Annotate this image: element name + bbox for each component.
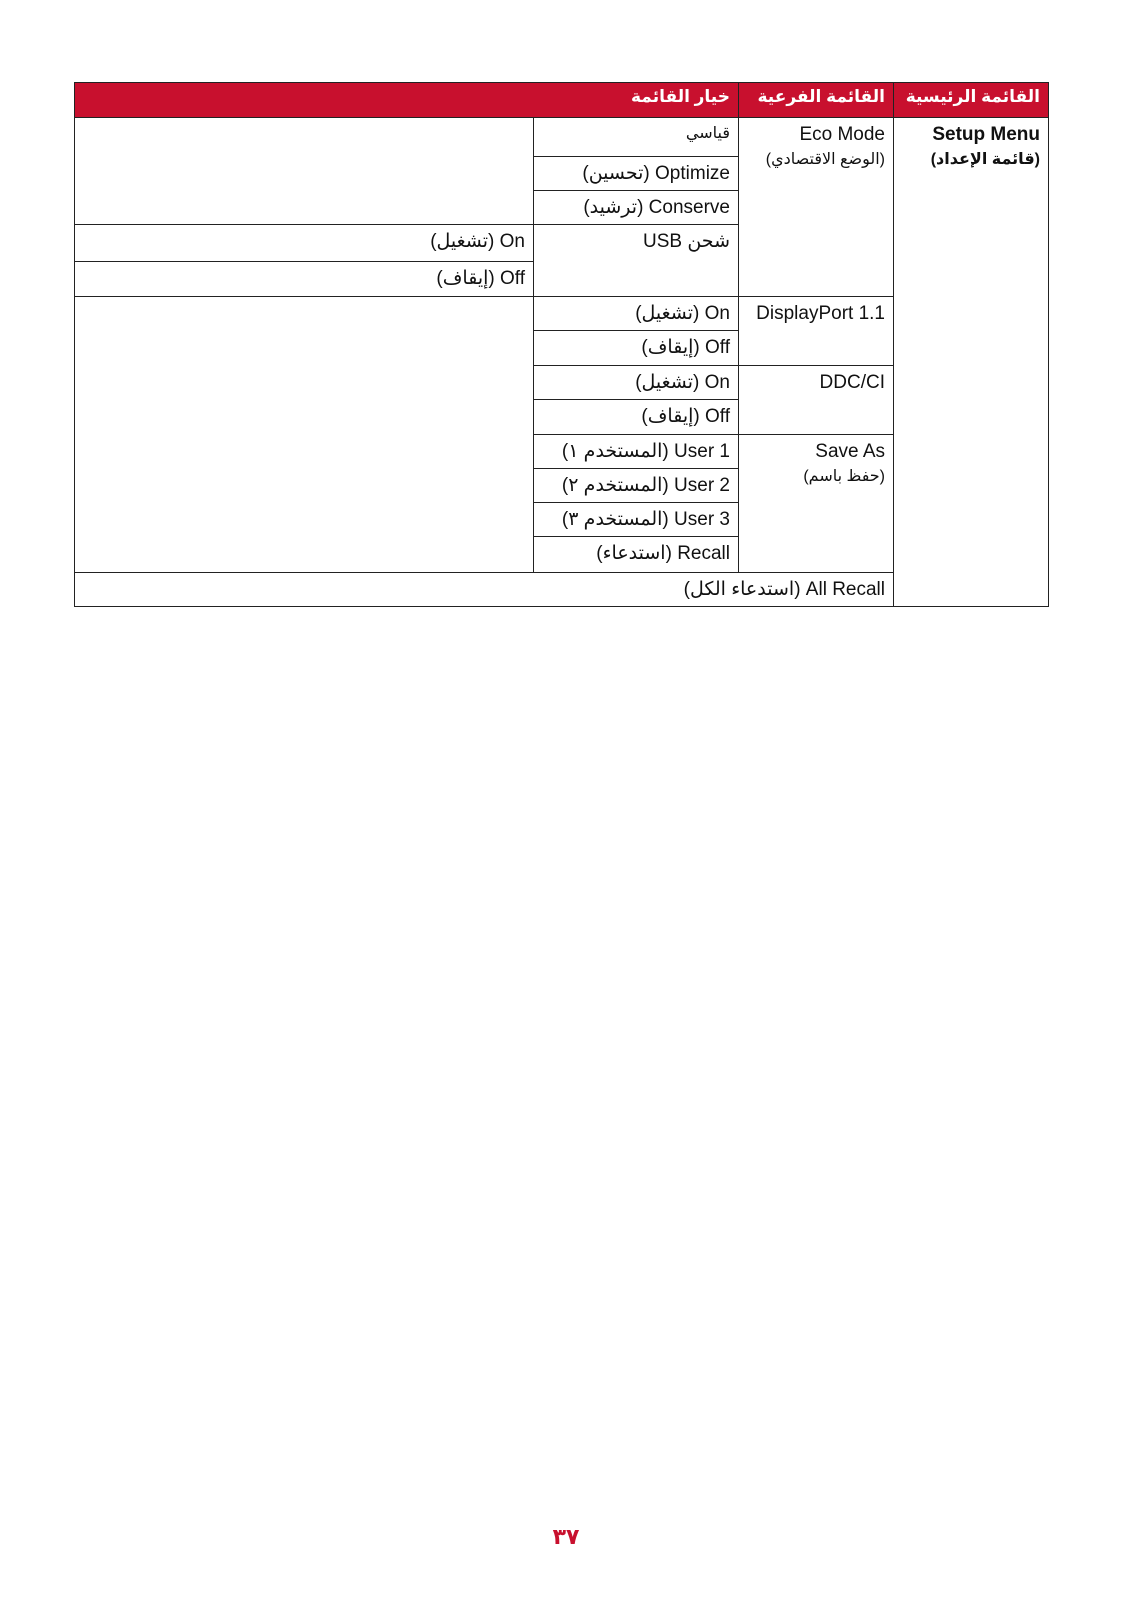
standard-label: قياسي: [685, 125, 730, 142]
submenu-eco-mode: [738, 117, 894, 297]
header-submenu-label: القائمة الفرعية: [757, 87, 885, 106]
usb-off-label: (إيقاف) Off: [436, 268, 525, 289]
main-menu-label-ar: (قائمة الإعداد): [930, 151, 1040, 168]
ddc-on-label: (تشغيل) On: [635, 372, 730, 393]
option-optimize: [533, 156, 739, 191]
header-menu-option: [74, 82, 739, 118]
header-menu-option-label: خيار القائمة: [630, 87, 730, 106]
usb-charge-label: USB شحن: [642, 231, 730, 252]
optimize-label: (تحسين) Optimize: [582, 163, 730, 184]
option-user2: [533, 468, 739, 503]
option-usb-on: [74, 224, 534, 262]
option-conserve: [533, 190, 739, 225]
option-all-recall: [74, 572, 894, 607]
option-ddc-on: [533, 365, 739, 400]
save-as-label-ar: (حفظ باسم): [803, 468, 885, 485]
eco-mode-label: Eco Mode: [799, 124, 885, 145]
option-dp-on: [533, 296, 739, 331]
header-main-menu-label: القائمة الرئيسية: [905, 87, 1040, 106]
eco-mode-label-ar: (الوضع الاقتصادي): [765, 151, 885, 168]
empty-eco-block: [74, 117, 534, 225]
option-recall: [533, 536, 739, 573]
option-user3: [533, 502, 739, 537]
ddcci-label: DDC/CI: [819, 372, 885, 393]
dp-on-label: (تشغيل) On: [635, 303, 730, 324]
option-usb-charge: [533, 224, 739, 297]
main-menu-cell: [893, 117, 1049, 607]
header-main-menu: [893, 82, 1049, 118]
conserve-label: (ترشيد) Conserve: [583, 197, 730, 218]
submenu-ddcci: [738, 365, 894, 435]
user1-label: (المستخدم ١) User 1: [561, 441, 730, 462]
save-as-label: Save As: [815, 441, 885, 462]
displayport-label: DisplayPort 1.1: [756, 303, 885, 324]
page-number: ٣٧: [552, 1524, 580, 1549]
option-usb-off: [74, 261, 534, 297]
empty-lower-block: [74, 296, 534, 573]
submenu-save-as: [738, 434, 894, 573]
main-menu-label: Setup Menu: [932, 124, 1040, 145]
submenu-displayport: [738, 296, 894, 366]
recall-label: (استدعاء) Recall: [596, 543, 730, 564]
dp-off-label: (إيقاف) Off: [641, 337, 730, 358]
usb-on-label: (تشغيل) On: [430, 231, 525, 252]
all-recall-label: (استدعاء الكل) All Recall: [683, 579, 885, 600]
option-user1: [533, 434, 739, 469]
user2-label: (المستخدم ٢) User 2: [561, 475, 730, 496]
user3-label: (المستخدم ٣) User 3: [561, 509, 730, 530]
option-dp-off: [533, 330, 739, 366]
option-standard: [533, 117, 739, 157]
header-submenu: [738, 82, 894, 118]
ddc-off-label: (إيقاف) Off: [641, 406, 730, 427]
option-ddc-off: [533, 399, 739, 435]
